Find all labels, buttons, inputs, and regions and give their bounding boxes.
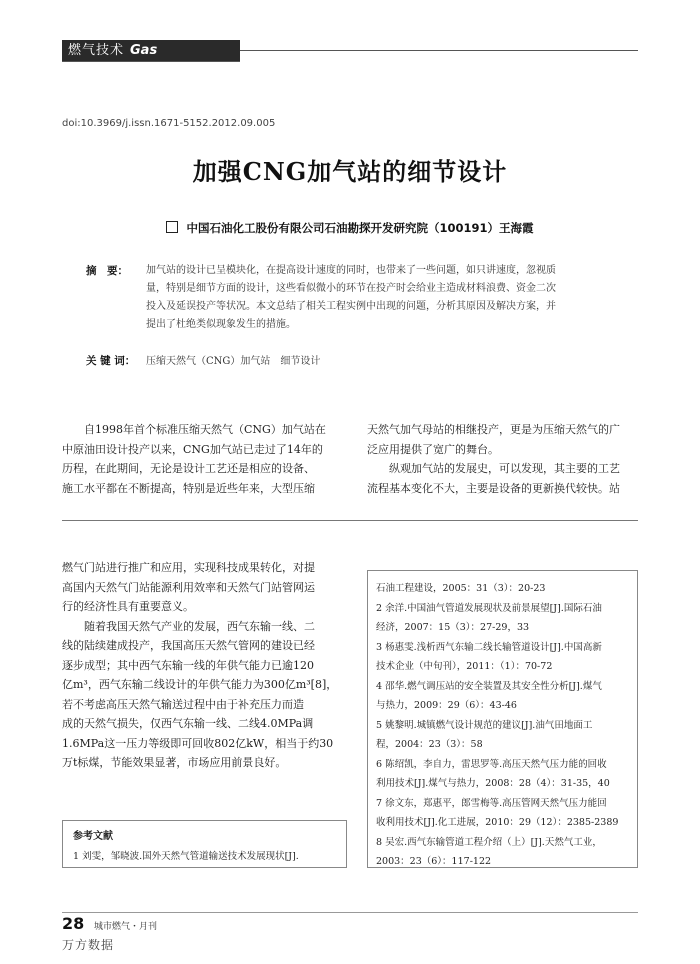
paragraph-line: 自1998年首个标准压缩天然气（CNG）加气站在 (84, 423, 326, 436)
body-left-column (62, 558, 347, 773)
reference-line: 4 邵华.燃气调压站的安全装置及其安全性分析[J].煤气 (376, 680, 602, 692)
paragraph-line: 随着我国天然气产业的发展，西气东输一线、二 (84, 619, 315, 633)
abstract-line: 量，特别是细节方面的设计，这些看似微小的环节在投产时会给业主造成材料浪费、资金二次 (146, 283, 556, 294)
abstract-line: 提出了杜绝类似现象发生的措施。 (146, 319, 296, 330)
paragraph-line: 泛应用提供了宽广的舞台。 (367, 442, 499, 456)
references-heading: 参考文献 (73, 831, 113, 842)
paragraph-line: 万t标煤，节能效果显著，市场应用前景良好。 (62, 756, 287, 769)
doi: doi:10.3969/j.issn.1671-5152.2012.09.005 (62, 118, 276, 129)
paragraph-line: 成的天然气损失，仅西气东输一线、二线4.0MPa调 (62, 717, 314, 730)
author-text: 中国石油化工股份有限公司石油勘探开发研究院（100191）王海霞 (186, 221, 534, 235)
reference-line: 2003：23（6）：117-122 (376, 856, 492, 867)
header-underline (62, 61, 240, 62)
page-number: 28 (62, 914, 85, 933)
abstract-line: 加气站的设计已呈模块化，在提高设计速度的同时，也带来了一些问题，如只讲速度，忽视质 (146, 265, 556, 276)
section-tag (62, 40, 240, 79)
abstract-line: 投入及延误投产等状况。本文总结了相关工程实例中出现的问题，分析其原因及解决方案，并 (146, 301, 556, 312)
paragraph-line: 1.6MPa这一压力等级即可回收802亿kW，相当于约30 (62, 736, 334, 750)
footer-rule (62, 912, 638, 913)
paragraph-line: 行的经济性具有重要意义。 (62, 600, 194, 613)
section-divider (62, 520, 638, 521)
paragraph-line: 逐步成型；其中西气东输一线的年供气能力已逾120 (62, 658, 314, 672)
reference-line: 经济，2007：15（3）：27-29，33 (376, 622, 530, 633)
paragraph-line: 亿m³，西气东输二线设计的年供气能力为300亿m³[8]， (62, 678, 338, 691)
paragraph-line: 若不考虑高压天然气输送过程中由于补充压力而造 (62, 697, 304, 711)
paragraph-line: 线的陆续建成投产，我国高压天然气管网的建设已经 (62, 639, 315, 652)
abstract (86, 262, 646, 334)
reference-line: 2 余洋.中国油气管道发展现状及前景展望[J].国际石油 (376, 602, 602, 614)
journal-name: 城市燃气・月刊 (94, 922, 158, 932)
reference-item: 1 刘雯，邹晓波.国外天然气管道输送技术发展现状[J]. (73, 851, 299, 862)
paragraph-line: 天然气加气母站的相继投产，更是为压缩天然气的广 (367, 423, 620, 436)
header-rule (240, 50, 638, 51)
square-bullet-icon (166, 221, 178, 233)
intro-left-column (62, 420, 347, 498)
reference-line: 8 吴宏.西气东输管道工程介绍（上）[J].天然气工业， (376, 836, 602, 848)
reference-line: 7 徐文东，郑惠平，郎雪梅等.高压管网天然气压力能回 (376, 797, 607, 809)
section-tag-cn: 燃气技术 (68, 43, 125, 58)
reference-line: 程，2004：23（3）：58 (376, 739, 483, 750)
watermark: 万方数据 (62, 938, 115, 952)
paragraph-line: 施工水平都在不断提高，特别是近些年来，大型压缩 (62, 481, 315, 495)
reference-line: 石油工程建设，2005：31（3）：20-23 (376, 583, 546, 594)
keywords (86, 352, 320, 368)
reference-line: 与热力，2009：29（6）：43-46 (376, 700, 517, 711)
paragraph-line: 中原油田设计投产以来，CNG加气站已走过了14年的 (62, 442, 323, 456)
reference-line: 3 杨惠雯.浅析西气东输二线长输管道设计[J].中国高新 (376, 641, 602, 653)
author-line (0, 220, 700, 236)
abstract-label: 摘 要： (86, 265, 128, 277)
paragraph-line: 历程，在此期间，无论是设计工艺还是相应的设备、 (62, 462, 315, 475)
paragraph-line: 高国内天然气门站能源利用效率和天然气门站管网运 (62, 580, 315, 594)
reference-line: 收利用技术[J].化工进展，2010：29（12）：2385-2389 (376, 817, 619, 828)
intro-right-column (367, 420, 638, 498)
references-box-continued (367, 570, 638, 868)
paragraph-line: 燃气门站进行推广和应用，实现科技成果转化，对提 (62, 561, 315, 574)
reference-line: 利用技术[J].煤气与热力，2008：28（4）：31-35，40 (376, 778, 610, 789)
keywords-label: 关 键 词： (86, 355, 136, 367)
reference-line: 5 姚黎明.城镇燃气设计规范的建议[J].油气田地面工 (376, 719, 593, 731)
reference-line: 技术企业（中旬刊），2011：（1）：70-72 (376, 661, 553, 672)
keywords-text: 压缩天然气（CNG）加气站 细节设计 (146, 356, 321, 367)
paragraph-line: 流程基本变化不大，主要是设备的更新换代较快。站 (367, 481, 620, 495)
paragraph-line: 纵观加气站的发展史，可以发现，其主要的工艺 (389, 462, 620, 475)
section-tag-en: Gas Technology (68, 43, 158, 79)
references-box-start (62, 820, 347, 868)
page-title: 加强CNG加气站的细节设计 (192, 157, 508, 186)
reference-line: 6 陈绍凯，李自力，雷思罗等.高压天然气压力能的回收 (376, 758, 607, 770)
